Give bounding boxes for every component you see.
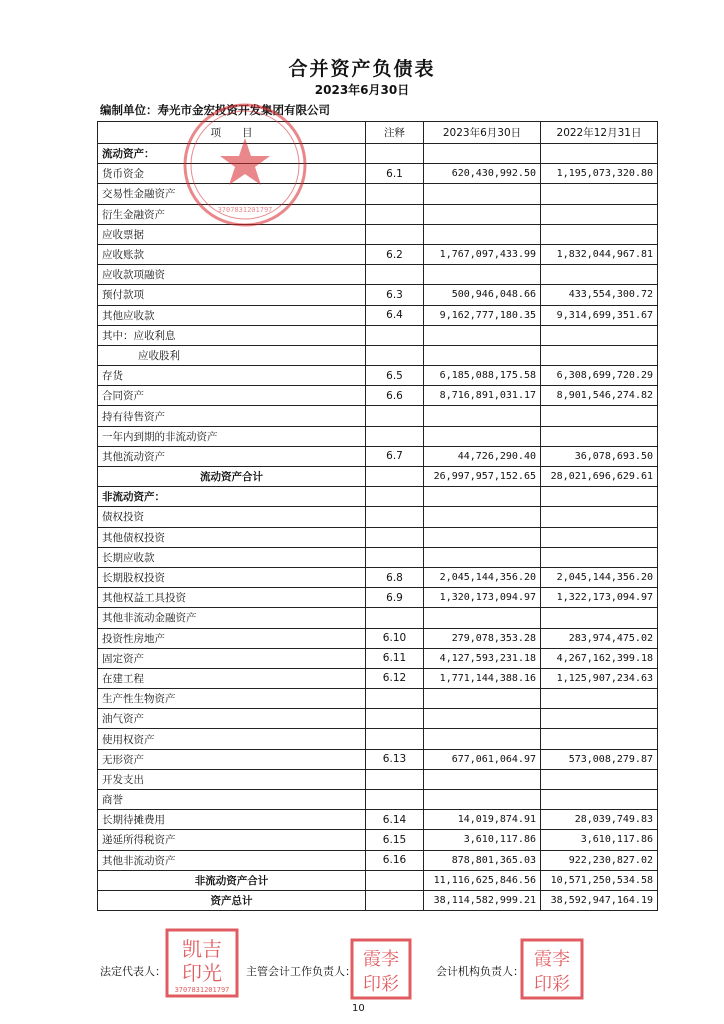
row-note: 6.11 [366,648,424,668]
table-row [98,668,658,688]
row-label: 交易性金融资产 [98,184,366,204]
row-value-2022: 433,554,300.72 [541,285,658,305]
page-title: 合并资产负债表 [288,58,436,80]
row-value-2022: 4,267,162,399.18 [541,648,658,668]
row-value-2022: 1,195,073,320.80 [541,164,658,184]
row-note [366,406,424,426]
row-note: 6.2 [366,244,424,264]
table-row [98,265,658,285]
row-note [366,608,424,628]
row-label: 应收票据 [98,224,366,244]
row-note [366,689,424,709]
report-date: 2023年6月30日 [314,83,410,97]
legal-rep-seal-stamp [165,928,239,998]
stamp2-line1: 霞李 [363,949,399,970]
row-label: 长期应收款 [98,547,366,567]
row-value-2023: 1,767,097,433.99 [424,244,541,264]
stamp1-code: 3707831201797 [174,986,230,994]
table-row [98,567,658,587]
table-row [98,830,658,850]
row-value-2022: 1,322,173,094.97 [541,588,658,608]
table-row [98,507,658,527]
row-value-2023 [424,527,541,547]
row-note: 6.5 [366,366,424,386]
table-row [98,628,658,648]
row-value-2022 [541,608,658,628]
row-note: 6.15 [366,830,424,850]
row-value-2022: 922,230,827.02 [541,850,658,870]
row-value-2022: 28,039,749.83 [541,810,658,830]
row-value-2023: 500,946,048.66 [424,285,541,305]
row-value-2023: 2,045,144,356.20 [424,567,541,587]
row-label: 资产总计 [98,890,366,910]
legal-rep-label: 法定代表人： [100,965,166,978]
company-name: 编制单位：寿光市金宏投资开发集团有限公司 [100,103,330,117]
row-note [366,265,424,285]
row-note: 6.3 [366,285,424,305]
row-value-2023 [424,345,541,365]
row-label: 开发支出 [98,769,366,789]
row-value-2023: 3,610,117.86 [424,830,541,850]
row-label: 其他债权投资 [98,527,366,547]
row-value-2023: 11,116,625,846.56 [424,870,541,890]
row-label: 长期股权投资 [98,567,366,587]
table-row [98,790,658,810]
row-note [366,527,424,547]
row-label: 长期待摊费用 [98,810,366,830]
table-row [98,467,658,487]
row-note: 6.1 [366,164,424,184]
row-value-2023: 38,114,582,999.21 [424,890,541,910]
row-label: 其中：应收利息 [98,325,366,345]
table-row [98,769,658,789]
table-row [98,547,658,567]
table-row [98,527,658,547]
row-note [366,204,424,224]
row-note: 6.8 [366,567,424,587]
row-value-2022 [541,790,658,810]
row-value-2023 [424,184,541,204]
table-row [98,366,658,386]
row-value-2022 [541,689,658,709]
header-note: 注释 [366,122,424,144]
row-label: 其他流动资产 [98,446,366,466]
table-row [98,749,658,769]
row-label: 应收账款 [98,244,366,264]
row-value-2023: 1,320,173,094.97 [424,588,541,608]
seal-code: 3707831201797 [217,206,273,214]
row-value-2023: 26,997,957,152.65 [424,467,541,487]
row-label: 商誉 [98,790,366,810]
table-row [98,386,658,406]
row-value-2022: 6,308,699,720.29 [541,366,658,386]
row-note [366,467,424,487]
row-label: 衍生金融资产 [98,204,366,224]
row-value-2022 [541,487,658,507]
row-value-2022: 9,314,699,351.67 [541,305,658,325]
row-value-2023 [424,547,541,567]
row-note [366,547,424,567]
row-value-2022: 1,125,907,234.63 [541,668,658,688]
row-note: 6.16 [366,850,424,870]
balance-sheet-table [97,121,658,911]
table-row [98,426,658,446]
row-note [366,487,424,507]
row-note: 6.12 [366,668,424,688]
row-value-2022: 36,078,693.50 [541,446,658,466]
accounting-head-seal-stamp [350,938,412,1000]
row-value-2023 [424,487,541,507]
row-value-2023 [424,144,541,164]
row-value-2023: 8,716,891,031.17 [424,386,541,406]
row-value-2023 [424,204,541,224]
row-label: 应收款项融资 [98,265,366,285]
row-label: 货币资金 [98,164,366,184]
row-label: 持有待售资产 [98,406,366,426]
row-value-2023 [424,689,541,709]
stamp3-line1: 霞李 [534,949,570,970]
table-row [98,850,658,870]
row-label: 应收股利 [98,345,366,365]
row-value-2022 [541,224,658,244]
row-value-2023 [424,325,541,345]
table-row [98,406,658,426]
row-value-2023: 4,127,593,231.18 [424,648,541,668]
accounting-head-label: 主管会计工作负责人： [246,965,356,978]
row-value-2022 [541,265,658,285]
row-note [366,769,424,789]
row-note [366,790,424,810]
row-note [366,345,424,365]
row-value-2022: 3,610,117.86 [541,830,658,850]
table-row [98,325,658,345]
row-note: 6.13 [366,749,424,769]
row-label: 一年内到期的非流动资产 [98,426,366,446]
accounting-dept-seal-stamp [520,938,584,1000]
row-label: 使用权资产 [98,729,366,749]
row-value-2022: 38,592,947,164.19 [541,890,658,910]
row-value-2022 [541,325,658,345]
table-row [98,345,658,365]
row-value-2022 [541,709,658,729]
row-note [366,890,424,910]
row-label: 合同资产 [98,386,366,406]
row-value-2022 [541,729,658,749]
row-label: 递延所得税资产 [98,830,366,850]
row-note: 6.9 [366,588,424,608]
row-value-2022: 8,901,546,274.82 [541,386,658,406]
table-row [98,890,658,910]
table-row [98,689,658,709]
table-row [98,487,658,507]
row-value-2022 [541,406,658,426]
row-value-2023 [424,406,541,426]
stamp2-line2: 印彩 [363,974,399,995]
table-row [98,588,658,608]
row-note [366,325,424,345]
row-value-2023: 677,061,064.97 [424,749,541,769]
row-note: 6.4 [366,305,424,325]
row-note [366,507,424,527]
row-value-2023: 44,726,290.40 [424,446,541,466]
table-row [98,810,658,830]
row-value-2022 [541,345,658,365]
row-value-2022: 1,832,044,967.81 [541,244,658,264]
row-value-2023 [424,709,541,729]
row-label: 投资性房地产 [98,628,366,648]
row-note [366,184,424,204]
row-value-2023: 6,185,088,175.58 [424,366,541,386]
row-note [366,870,424,890]
row-label: 其他非流动资产 [98,850,366,870]
row-value-2023 [424,769,541,789]
row-value-2022 [541,204,658,224]
row-value-2022 [541,769,658,789]
row-label: 存货 [98,366,366,386]
row-value-2023: 279,078,353.28 [424,628,541,648]
row-value-2023 [424,608,541,628]
header-item: 项 目 [98,122,366,144]
table-row [98,446,658,466]
row-value-2023 [424,790,541,810]
row-value-2023: 14,019,874.91 [424,810,541,830]
row-value-2022: 573,008,279.87 [541,749,658,769]
row-label: 债权投资 [98,507,366,527]
company-seal-stamp [180,100,310,230]
stamp1-line1: 凯吉 [182,937,222,961]
row-value-2022: 28,021,696,629.61 [541,467,658,487]
row-value-2023 [424,265,541,285]
row-value-2023 [424,729,541,749]
table-row [98,870,658,890]
page-number: 10 [352,1003,365,1014]
table-row [98,305,658,325]
row-note [366,426,424,446]
row-value-2023 [424,426,541,446]
row-note [366,144,424,164]
row-label: 非流动资产合计 [98,870,366,890]
row-label: 固定资产 [98,648,366,668]
row-value-2022 [541,184,658,204]
row-value-2022: 10,571,250,534.58 [541,870,658,890]
row-note [366,729,424,749]
stamp3-line2: 印彩 [534,974,570,995]
row-label: 无形资产 [98,749,366,769]
row-label: 在建工程 [98,668,366,688]
row-note: 6.6 [366,386,424,406]
row-note: 6.10 [366,628,424,648]
row-value-2023: 1,771,144,388.16 [424,668,541,688]
row-note: 6.7 [366,446,424,466]
table-row [98,608,658,628]
header-col2: 2022年12月31日 [541,122,658,144]
row-label: 其他应收款 [98,305,366,325]
row-note [366,224,424,244]
row-label: 流动资产： [98,144,366,164]
row-value-2022: 283,974,475.02 [541,628,658,648]
row-label: 生产性生物资产 [98,689,366,709]
row-value-2022 [541,507,658,527]
row-note [366,709,424,729]
row-value-2022 [541,426,658,446]
row-label: 油气资产 [98,709,366,729]
row-value-2023: 620,430,992.50 [424,164,541,184]
table-row [98,709,658,729]
row-label: 其他权益工具投资 [98,588,366,608]
table-row [98,729,658,749]
row-label: 流动资产合计 [98,467,366,487]
row-label: 预付款项 [98,285,366,305]
row-value-2023 [424,507,541,527]
row-value-2022 [541,547,658,567]
table-row [98,244,658,264]
table-row [98,285,658,305]
row-label: 其他非流动金融资产 [98,608,366,628]
stamp1-line2: 印光 [182,961,222,985]
table-row [98,648,658,668]
row-label: 非流动资产： [98,487,366,507]
row-note: 6.14 [366,810,424,830]
header-col1: 2023年6月30日 [424,122,541,144]
row-value-2023: 878,801,365.03 [424,850,541,870]
row-value-2022 [541,144,658,164]
row-value-2023 [424,224,541,244]
row-value-2022 [541,527,658,547]
row-value-2022: 2,045,144,356.20 [541,567,658,587]
accounting-dept-label: 会计机构负责人： [436,965,524,978]
row-value-2023: 9,162,777,180.35 [424,305,541,325]
